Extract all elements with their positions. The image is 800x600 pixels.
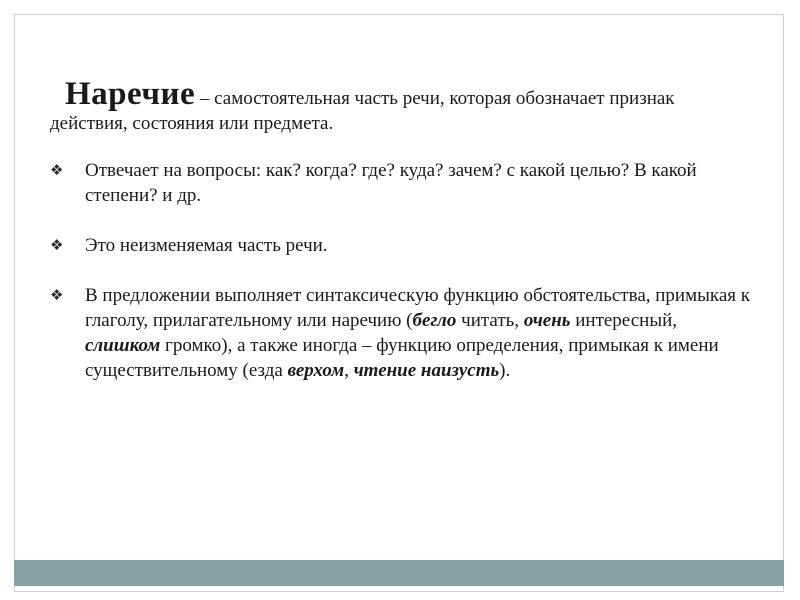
example-word: чтение наизусть [353,360,500,381]
bullet-text [85,285,750,381]
text-segment: читать, [456,310,524,331]
bullet-list [50,158,750,383]
definition-paragraph [50,76,750,136]
list-item [50,233,750,258]
slide-content [50,76,750,408]
definition-text: – самостоятельная часть речи, которая обозначает признак действия, состояния или предмета. [50,88,675,134]
bullet-text: Это неизменяемая часть речи. [85,235,328,256]
diamond-bullet-icon: ❖ [50,161,64,179]
diamond-bullet-icon: ❖ [50,236,64,254]
bullet-text: Отвечает на вопросы: как? когда? где? куда? зачем? с какой целью? В какой степени? и др. [85,160,697,206]
example-word: бегло [412,310,457,331]
example-word: верхом [287,360,345,381]
text-segment: громко), а также иногда – функцию определения, примыкая к имени существительному (езда [85,335,719,381]
term-heading: Наречие [65,76,196,112]
list-item [50,158,750,208]
diamond-bullet-icon: ❖ [50,286,64,304]
text-segment: интересный, [570,310,677,331]
example-word: очень [523,310,571,331]
list-item [50,283,750,383]
example-word: слишком [85,335,161,356]
text-segment: В предложении выполняет синтаксическую функцию обстоятельства, примыкая к глаголу, прилагательному или наречию ( [85,285,750,331]
footer-bar [14,560,784,586]
text-segment: ). [499,360,511,381]
text-segment: , [344,360,354,381]
